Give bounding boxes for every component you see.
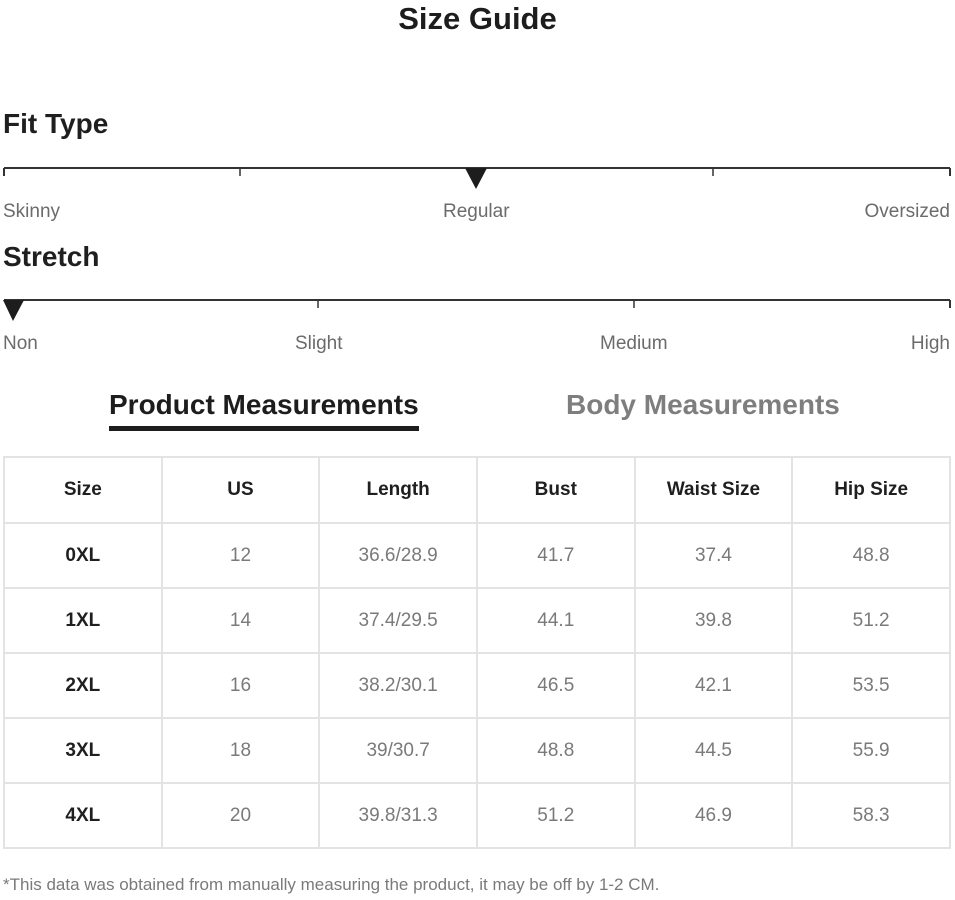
fit-type-heading: Fit Type (3, 108, 109, 139)
cell-length: 36.6/28.9 (319, 523, 477, 588)
table-row (4, 783, 950, 848)
cell-waist-size: 44.5 (635, 718, 793, 783)
table-row (4, 718, 950, 783)
cell-length: 39.8/31.3 (319, 783, 477, 848)
cell-size: 0XL (4, 523, 162, 588)
cell-bust: 51.2 (477, 783, 635, 848)
cell-hip-size: 51.2 (792, 588, 950, 653)
cell-hip-size: 58.3 (792, 783, 950, 848)
cell-bust: 46.5 (477, 653, 635, 718)
header-bust: Bust (477, 457, 635, 523)
fit-type-marker (465, 168, 487, 189)
cell-waist-size: 42.1 (635, 653, 793, 718)
cell-length: 39/30.7 (319, 718, 477, 783)
table-row (4, 653, 950, 718)
table-header-row (4, 457, 950, 523)
fit-label-regular: Regular (443, 201, 510, 222)
cell-waist-size: 39.8 (635, 588, 793, 653)
cell-us: 12 (162, 523, 320, 588)
fit-label-skinny: Skinny (3, 201, 61, 222)
page-title: Size Guide (398, 1, 557, 36)
tab-product-measurements[interactable]: Product Measurements (109, 388, 419, 431)
tab-body-measurements[interactable]: Body Measurements (566, 389, 840, 420)
size-table (3, 456, 951, 849)
cell-bust: 41.7 (477, 523, 635, 588)
stretch-label-non: Non (3, 333, 38, 354)
cell-length: 37.4/29.5 (319, 588, 477, 653)
header-hip-size: Hip Size (792, 457, 950, 523)
fit-type-scale (0, 160, 955, 220)
cell-us: 20 (162, 783, 320, 848)
measurement-tabs (0, 388, 955, 436)
header-size: Size (4, 457, 162, 523)
cell-bust: 48.8 (477, 718, 635, 783)
cell-size: 4XL (4, 783, 162, 848)
cell-length: 38.2/30.1 (319, 653, 477, 718)
measurement-footnote: *This data was obtained from manually measuring the product, it may be off by 1-2 CM. (3, 875, 660, 894)
stretch-label-high: High (910, 333, 950, 354)
table-row (4, 588, 950, 653)
cell-size: 3XL (4, 718, 162, 783)
stretch-scale-track (0, 292, 955, 328)
header-us: US (162, 457, 320, 523)
cell-us: 18 (162, 718, 320, 783)
stretch-heading: Stretch (3, 241, 100, 272)
size-table-container (3, 456, 951, 849)
cell-hip-size: 55.9 (792, 718, 950, 783)
stretch-label-slight: Slight (295, 333, 343, 354)
stretch-scale (0, 292, 955, 352)
fit-type-scale-track (0, 160, 955, 196)
cell-size: 2XL (4, 653, 162, 718)
cell-hip-size: 48.8 (792, 523, 950, 588)
table-row (4, 523, 950, 588)
stretch-marker (3, 300, 24, 321)
cell-waist-size: 37.4 (635, 523, 793, 588)
cell-bust: 44.1 (477, 588, 635, 653)
fit-label-oversized: Oversized (864, 201, 950, 222)
stretch-label-medium: Medium (600, 333, 668, 354)
cell-us: 14 (162, 588, 320, 653)
cell-us: 16 (162, 653, 320, 718)
cell-hip-size: 53.5 (792, 653, 950, 718)
header-length: Length (319, 457, 477, 523)
header-waist-size: Waist Size (635, 457, 793, 523)
cell-waist-size: 46.9 (635, 783, 793, 848)
cell-size: 1XL (4, 588, 162, 653)
